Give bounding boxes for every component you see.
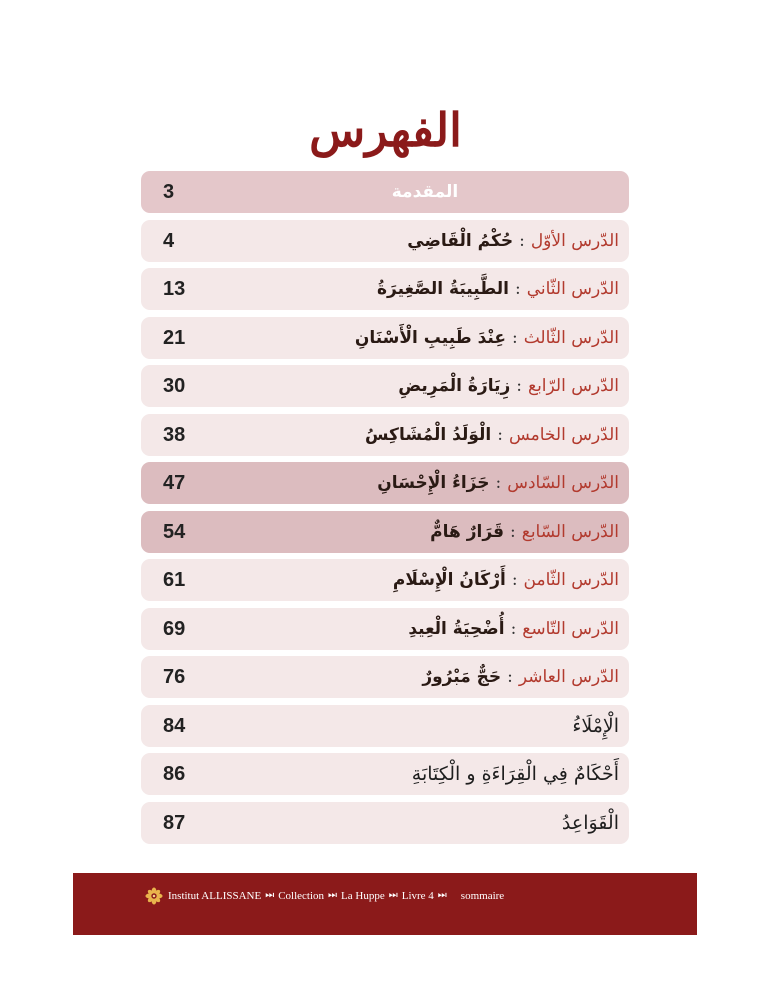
- skip-forward-icon: ⏭: [265, 890, 275, 901]
- page-number: 21: [163, 326, 186, 349]
- toc-row-lesson-7[interactable]: [141, 511, 629, 553]
- page-number: 87: [163, 811, 186, 834]
- lesson-title: حُكْمُ الْقَاضِي: [407, 230, 514, 251]
- page-number: 86: [163, 763, 186, 785]
- lesson-label: الدّرس التّاسع: [522, 618, 619, 639]
- page-number: 30: [163, 375, 186, 397]
- page-number: 13: [163, 278, 186, 300]
- page-title: الفهرس: [309, 103, 462, 157]
- page-number: 4: [163, 229, 175, 252]
- entry-title: المقدمة: [391, 182, 459, 202]
- entry-title: أَحْكَامٌ فِي الْقِرَاءَةِ و الْكِتَابَةِ: [411, 763, 619, 785]
- page-number: 3: [163, 181, 175, 203]
- toc-row-lesson-1[interactable]: [141, 220, 629, 262]
- toc-row-lesson-2[interactable]: [141, 268, 629, 310]
- separator: :: [507, 667, 513, 687]
- skip-forward-icon: ⏭: [328, 890, 338, 901]
- institute-name: Institut ALLISSANE: [168, 890, 262, 902]
- lesson-label: الدّرس الثّاني: [526, 279, 619, 299]
- separator: :: [519, 230, 525, 251]
- toc-row-lesson-5[interactable]: [141, 414, 629, 456]
- lesson-title: زِيَارَةُ الْمَرِيضِ: [398, 376, 511, 396]
- page-number: 38: [163, 423, 186, 446]
- entry-title: الْإِمْلَاءُ: [572, 714, 619, 737]
- toc-row-lesson-9[interactable]: [141, 608, 629, 650]
- lesson-title: الطَّبِيبَةُ الصَّغِيرَةُ: [377, 279, 509, 299]
- footer-breadcrumb: [145, 886, 504, 906]
- lesson-title: جَزَاءُ الْإِحْسَانِ: [377, 473, 490, 493]
- separator: :: [511, 327, 518, 348]
- footer-bar: [73, 873, 697, 935]
- separator: :: [511, 570, 518, 590]
- toc-row-dictation[interactable]: [141, 705, 629, 747]
- toc-row-lesson-10[interactable]: [141, 656, 629, 698]
- page-number: 69: [163, 617, 186, 640]
- page-number: 76: [163, 666, 186, 688]
- book-label: Livre 4: [401, 890, 434, 902]
- toc-row-lesson-6[interactable]: [141, 462, 629, 504]
- page-number: 84: [163, 714, 186, 737]
- separator: :: [497, 424, 503, 445]
- lesson-title: قَرَارٌ هَامٌّ: [430, 521, 505, 542]
- collection-label: Collection: [278, 890, 325, 902]
- page-number: 61: [163, 569, 186, 591]
- lesson-label: الدّرس السّابع: [521, 521, 619, 542]
- lesson-title: حَجٌّ مَبْرُورٌ: [422, 667, 502, 687]
- separator: :: [495, 473, 502, 493]
- series-name: La Huppe: [341, 890, 385, 902]
- lesson-title: عِنْدَ طَبِيبِ الْأَسْنَانِ: [354, 327, 506, 348]
- section-name[interactable]: sommaire: [460, 890, 505, 902]
- skip-forward-icon: ⏭: [437, 890, 447, 901]
- page-number: 47: [163, 472, 186, 494]
- separator: :: [510, 618, 517, 639]
- separator: :: [514, 279, 521, 299]
- lesson-label: الدّرس الثّامن: [523, 570, 619, 590]
- flower-logo-icon: [145, 887, 163, 905]
- lesson-title: أُضْحِيَةُ الْعِيدِ: [408, 618, 505, 639]
- skip-forward-icon: ⏭: [388, 890, 398, 901]
- toc-row-lesson-3[interactable]: [141, 317, 629, 359]
- entry-title: الْقَوَاعِدُ: [561, 811, 619, 834]
- lesson-label: الدّرس الرّابع: [528, 376, 619, 396]
- toc-row-grammar[interactable]: [141, 802, 629, 844]
- lesson-title: أَرْكَانُ الْإِسْلَامِ: [392, 570, 506, 590]
- lesson-label: الدّرس السّادس: [507, 473, 619, 493]
- table-of-contents: [141, 171, 629, 850]
- separator: :: [516, 376, 523, 396]
- toc-row-reading-writing-rules[interactable]: [141, 753, 629, 795]
- toc-row-introduction[interactable]: [141, 171, 629, 213]
- toc-row-lesson-8[interactable]: [141, 559, 629, 601]
- lesson-label: الدّرس العاشر: [518, 667, 619, 687]
- page-number: 54: [163, 520, 186, 543]
- lesson-label: الدّرس الثّالث: [523, 327, 619, 348]
- toc-row-lesson-4[interactable]: [141, 365, 629, 407]
- lesson-title: الْوَلَدُ الْمُشَاكِسُ: [365, 424, 492, 445]
- lesson-label: الدّرس الخامس: [508, 424, 619, 445]
- separator: :: [510, 521, 516, 542]
- lesson-label: الدّرس الأوّل: [530, 230, 619, 251]
